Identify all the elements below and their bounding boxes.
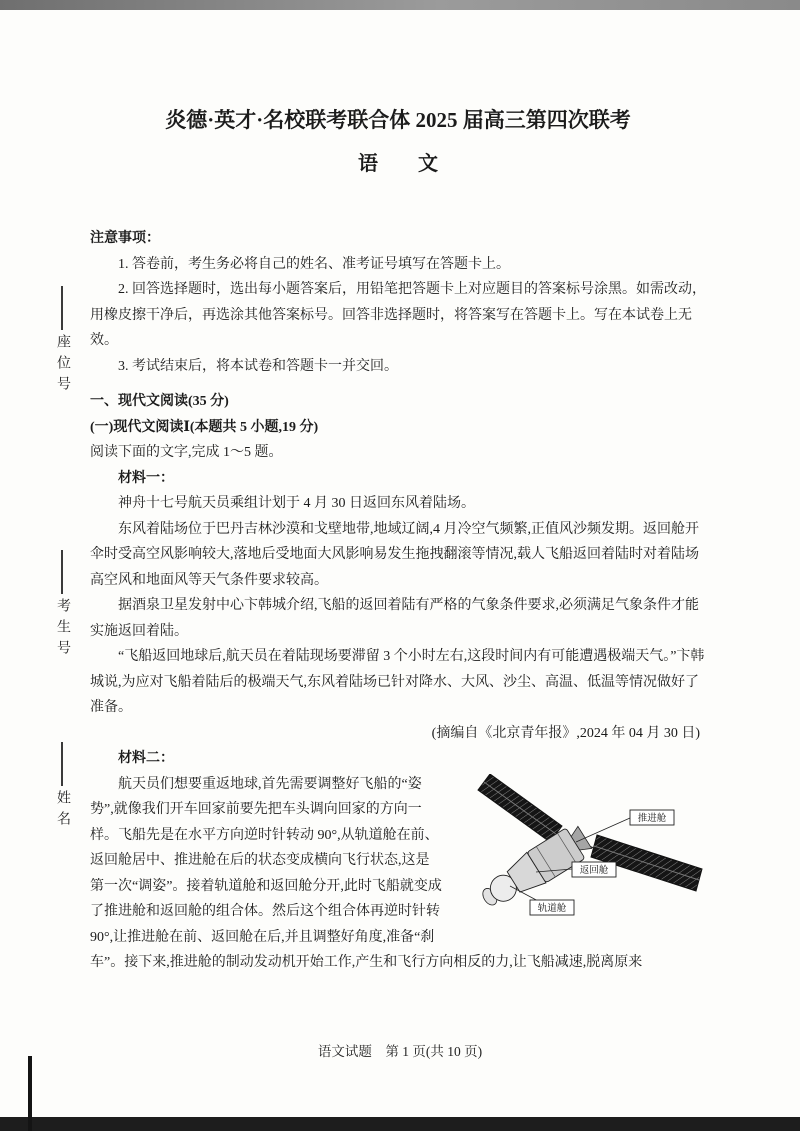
material-1-label: 材料一： <box>118 470 174 486</box>
exam-title: 炎德·英才·名校联考联合体 2025 届高三第四次联考 <box>165 108 631 132</box>
material-2-paragraph-1: 航天员们想要重返地球,首先需要调整好飞船的“姿势”,就像我们开车回家前要先把车头调向回家的方向一样。飞船先是在水平方向逆时针转动 90°,从轨道舱在前、返回舱居中、推进舱在后的状态变成横向飞行状态,这是第一次“调姿”。接着轨道舱和返回舱分开,此时飞船就变成了推进舱和返回舱的组合体。然后这个组合体再逆时针转 90°,让推进舱在前、返回舱在后,并且调整好角度,准备“刹车”。接下来,推进舱的制动发动机开始工作,产生和飞行方向相反的力,让飞船减速,脱离原来 <box>90 776 643 970</box>
scan-bottom-edge <box>0 1117 800 1131</box>
scan-top-edge <box>0 0 800 10</box>
seal-label-candidate-number: 考生号 <box>55 598 70 661</box>
material-1 <box>90 466 706 747</box>
material-1-paragraph-1: 神舟十七号航天员乘组计划于 4 月 30 日返回东风着陆场。 <box>118 496 475 511</box>
label-return-capsule <box>572 862 616 877</box>
subject-title: 语 文 <box>358 153 448 175</box>
section-heading-reading: 一、现代文阅读(35 分) <box>90 394 229 409</box>
subsection-heading-reading-1: (一)现代文阅读Ⅰ(本题共 5 小题,19 分) <box>90 419 319 435</box>
svg-text:返回舱: 返回舱 <box>579 864 609 876</box>
solar-panel-left-icon <box>478 774 562 846</box>
page-footer: 语文试题 第 1 页(共 10 页) <box>317 1044 483 1059</box>
material-2-label: 材料二： <box>118 751 174 766</box>
material-1-paragraph-4: “飞船返回地球后,航天员在着陆现场要滞留 3 个小时左右,这段时间内有可能遭遇极端天气。”卞韩城说,为应对飞船着陆后的极端天气,东风着陆场已针对降水、大风、沙尘、高温、低温等情况做好了准备。 <box>90 649 705 715</box>
spacecraft-illustration <box>454 774 706 926</box>
document-body <box>90 104 706 976</box>
material-1-paragraph-2: 东风着陆场位于巴丹吉林沙漠和戈壁地带,地域辽阔,4 月冷空气频繁,正值风沙频发期。返回舱开伞时受高空风影响较大,落地后受地面大风影响易发生拖拽翻滚等情况,载人飞船返回着陆时对着陆场高空风和地面风等天气条件要求较高。 <box>90 521 699 588</box>
scan-left-edge-mark <box>28 1056 32 1131</box>
svg-text:推进舱: 推进舱 <box>637 812 667 824</box>
svg-text:轨道舱: 轨道舱 <box>537 902 567 914</box>
seal-label-seat-number: 座位号 <box>55 334 70 397</box>
notice-item-2: 2. 回答选择题时，选出每小题答案后，用铅笔把答题卡上对应题目的答案标号涂黑。如需改动，用橡皮擦干净后，再选涂其他答案标号。回答非选择题时，将答案写在答题卡上。写在本试卷上无效。 <box>90 282 706 348</box>
seal-blank-line-name <box>61 742 63 786</box>
material-1-source: (摘编自《北京青年报》,2024 年 04 月 30 日) <box>431 725 700 741</box>
notice-item-1: 1. 答卷前，考生务必将自己的姓名、准考证号填写在答题卡上。 <box>118 256 510 272</box>
seal-blank-line-seat <box>61 286 63 330</box>
label-propulsion-module <box>630 810 674 825</box>
material-2-body <box>90 772 706 976</box>
notice-item-3: 3. 考试结束后，将本试卷和答题卡一并交回。 <box>118 358 398 374</box>
seal-label-name: 姓名 <box>55 790 70 832</box>
material-2 <box>90 746 706 976</box>
label-orbital-module <box>530 900 574 915</box>
seal-blank-line-candidate <box>61 550 63 594</box>
material-1-paragraph-3: 据酒泉卫星发射中心卞韩城介绍,飞船的返回着陆有严格的气象条件要求,必须满足气象条件才能实施返回着陆。 <box>90 598 699 639</box>
notice-section <box>90 226 706 379</box>
notice-heading: 注意事项： <box>90 231 160 246</box>
reading-instruction: 阅读下面的文字,完成 1～5 题。 <box>90 445 283 460</box>
